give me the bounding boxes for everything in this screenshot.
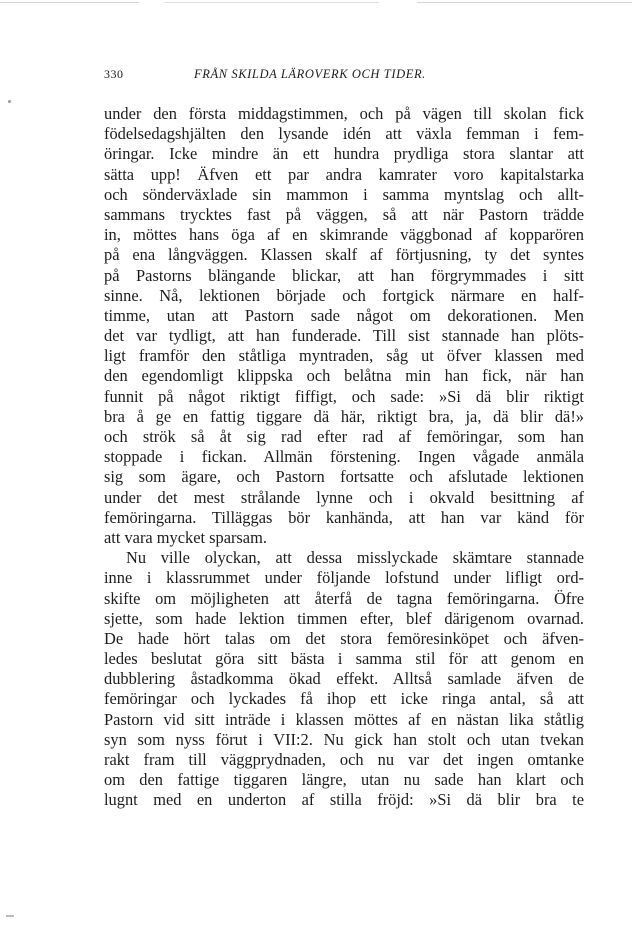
text-line: funnit på något riktigt fiffigt, och sade: »Si dä blir riktigt: [104, 386, 584, 406]
text-line: bra å ge en fattig tiggare dä här, riktigt bra, ja, dä blir dä!»: [104, 406, 584, 426]
text-line: Pastorn vid sitt inträde i klassen möttes af en nästan lika ståtlig: [104, 709, 584, 729]
text-line: femöringar och lyckades få ihop ett icke ringa antal, så att: [104, 689, 584, 709]
text-line: och strök så åt sig rad efter rad af femöringar, som han: [104, 427, 584, 446]
text-line: öringar. Icke mindre än ett hundra prydliga stora slantar att: [104, 144, 584, 164]
page-header: [104, 67, 584, 87]
text-line: under det mest strålande lynne och i okvald besittning af: [104, 487, 584, 507]
text-line: sammans trycktes fast på väggen, så att när Pastorn trädde: [104, 204, 584, 224]
margin-speck: [8, 100, 11, 103]
text-line: födelsedagshjälten den lysande idén att växla femman i fem-: [104, 124, 584, 144]
text-line: syn som nyss förut i VII:2. Nu gick han stolt och utan tvekan: [104, 729, 584, 749]
paragraph-end-line: att vara mycket sparsam.: [104, 527, 267, 547]
text-line: skifte om möjligheten att återfå de tagna femöringarna. Öfre: [104, 588, 584, 608]
text-line: ligt framför den ståtliga myntraden, såg ut öfver klassen med: [104, 346, 584, 366]
paragraph-start-line: Nu ville olyckan, att dessa misslyckade skämtare stannade: [126, 548, 584, 568]
text-line: om den fattige tiggaren längre, utan nu sade han klart och: [104, 770, 584, 790]
scan-edge-mark: [6, 915, 14, 917]
text-line: lugnt med en underton af stilla fröjd: »Si dä blir bra te: [104, 790, 584, 810]
text-line: och sönderväxlade sin mammon i samma myntslag och allt-: [104, 184, 584, 204]
text-line: den egendomligt klippska och belåtna min han fick, när han: [104, 366, 584, 386]
text-line: ledes beslutat göra sitt bästa i samma stil för att genom en: [104, 649, 584, 669]
text-line: dubblering åstadkomma ökad effekt. Alltså samlade äfven de: [104, 669, 584, 689]
body-text: [104, 104, 584, 811]
text-line: stoppade i fickan. Allmän förstening. Ingen vågade anmäla: [104, 447, 584, 467]
text-line: på ena långväggen. Klassen skalf af förtjusning, ty det syntes: [104, 245, 584, 265]
text-line: in, möttes hans öga af en skimrande väggbonad af kopparören: [104, 225, 584, 245]
running-title: FRÅN SKILDA LÄROVERK OCH TIDER.: [194, 67, 426, 81]
text-line: sätta upp! Äfven ett par andra kamrater voro kapitalstarka: [104, 164, 584, 184]
text-line: rakt fram till väggprydnaden, och nu var det ingen omtanke: [104, 750, 584, 769]
text-line: under den första middagstimmen, och på vägen till skolan fick: [104, 104, 584, 123]
text-line: femöringarna. Tilläggas bör kanhända, att han var känd för: [104, 507, 584, 527]
page-number: 330: [104, 67, 124, 81]
text-line: sjette, som hade lektion timmen efter, blef därigenom ovarnad.: [104, 608, 584, 628]
text-line: De hade hört talas om det stora femöresinköpet och äfven-: [104, 628, 584, 648]
text-line: sig som ägare, och Pastorn fortsatte och afslutade lektionen: [104, 467, 584, 487]
text-line: det var tydligt, att han funderade. Till sist stannade han plöts-: [104, 326, 584, 346]
text-line: sinne. Nå, lektionen började och fortgick närmare en half-: [104, 285, 584, 305]
text-line: på Pastorns blängande blickar, att han förgrymmades i sitt: [104, 265, 584, 285]
scan-edge-rule: [0, 2, 632, 3]
text-line: timme, utan att Pastorn sade något om dekorationen. Men: [104, 305, 584, 325]
text-line: inne i klassrummet under följande lofstund under lifligt ord-: [104, 568, 584, 588]
